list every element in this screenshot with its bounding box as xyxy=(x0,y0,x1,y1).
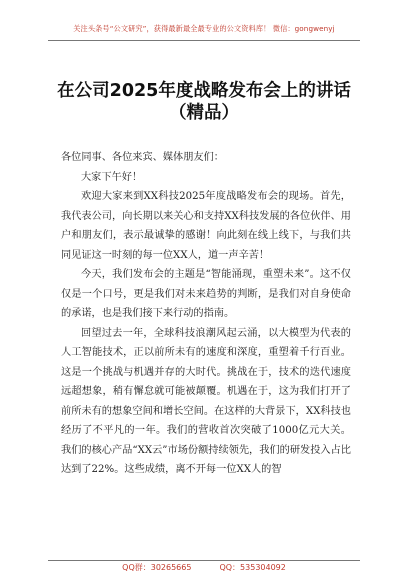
footer-divider xyxy=(48,560,360,561)
header-divider xyxy=(48,40,360,41)
greeting: 大家下午好！ xyxy=(81,171,143,183)
document-body xyxy=(61,148,351,480)
paragraph: 欢迎大家来到XX科技2025年度战略发布会的现场。首先，我代表公司，向长期以来关心和支持XX科技发展的各位伙伴、用户和朋友们，表示最诚挚的感谢！向此刻在线上线下，与我们共同见证这一时刻的每一位XX人，道一声辛苦！ xyxy=(61,191,351,261)
paragraph: 回望过去一年，全球科技浪潮风起云涌，以大模型为代表的人工智能技术，正以前所未有的速度和深度，重塑着千行百业。这是一个挑战与机遇并存的大时代。挑战在于，技术的迭代速度远超想象，稍有懈怠就可能被颠覆。机遇在于，这为我们打开了前所未有的想象空间和增长空间。在这样的大背景下，XX科技也经历了不平凡的一年。我们的营收首次突破了1000亿元大关。我们的核心产品“XX云”市场份额持续领先，我们的研发投入占比达到了22%。这些成绩，离不开每一位XX人的智 xyxy=(61,327,351,475)
footer xyxy=(0,562,408,573)
document-title xyxy=(0,80,408,124)
title-line-2: （精品） xyxy=(169,103,239,123)
title-line-1: 在公司2025年度战略发布会上的讲话 xyxy=(57,81,351,101)
footer-qq-contact: QQ：535304092 xyxy=(219,563,286,572)
footer-qq-group: QQ群：30265665 xyxy=(122,563,192,572)
salutation: 各位同事、各位来宾、媒体朋友们： xyxy=(61,152,224,163)
paragraph: 今天，我们发布会的主题是“智能涌现，重塑未来”。这不仅仅是一个口号，更是我们对未来趋势的判断，是我们对自身使命的承诺，也是我们接下来行动的指南。 xyxy=(61,269,351,319)
header-banner: 关注头条号“公文研究”，获得最新最全最专业的公文资料库！ 微信：gongwenyj xyxy=(73,24,335,33)
